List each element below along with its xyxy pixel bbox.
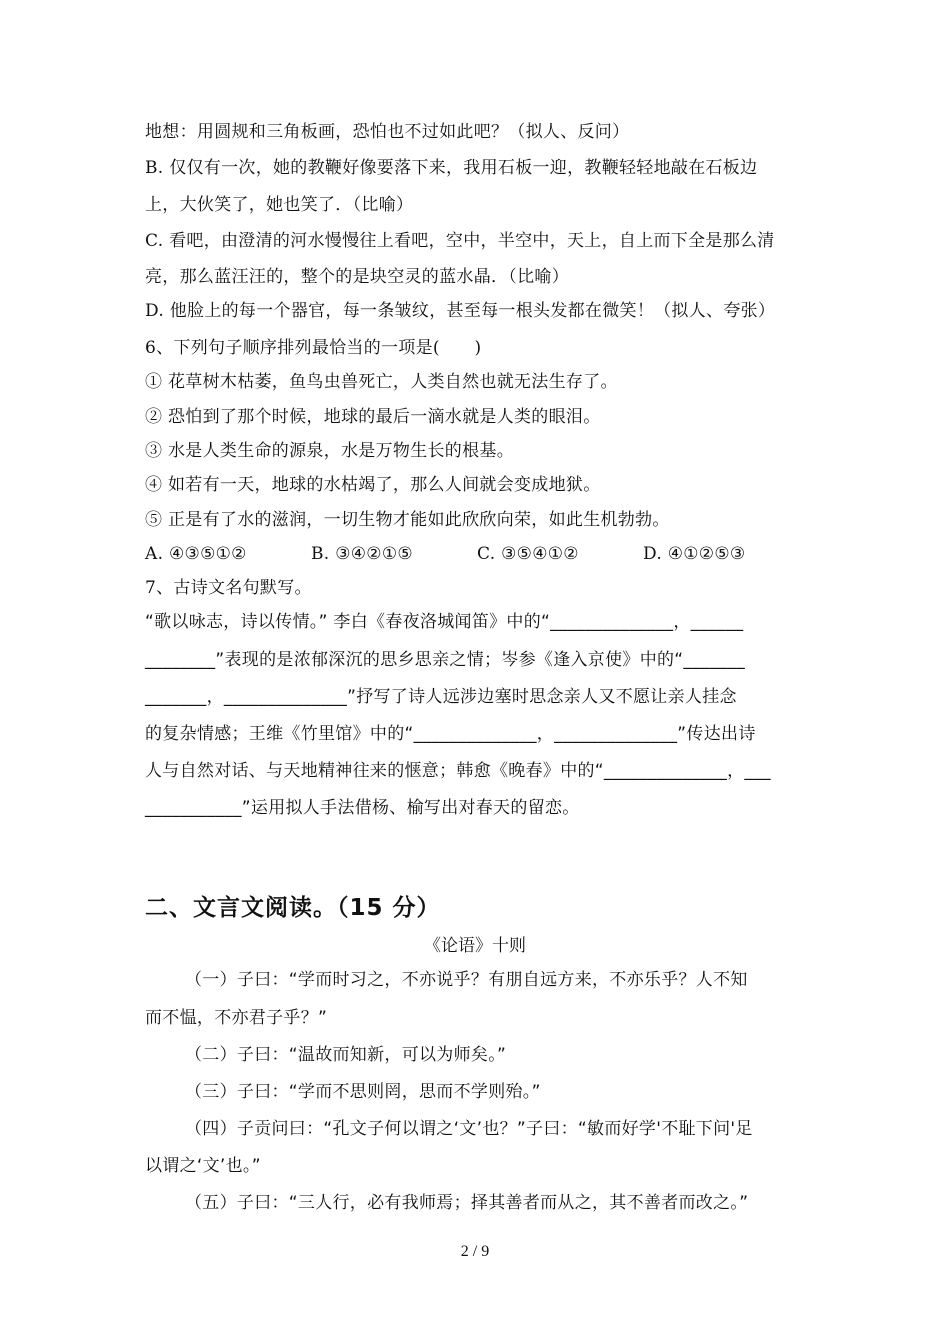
q5-option-b: B. 仅仅有一次，她的教鞭好像要落下来，我用石板一迎，教鞭轻轻地敲在石板边 <box>145 158 758 178</box>
q6-choice-b[interactable]: B. ③④②①⑤ <box>311 544 413 564</box>
q6-sentence-2: ② 恐怕到了那个时候，地球的最后一滴水就是人类的眼泪。 <box>145 407 601 427</box>
q6-choice-c[interactable]: C. ③⑤④①② <box>477 544 579 564</box>
q6-stem: 6、下列句子顺序排列最恰当的一项是( ) <box>145 338 482 358</box>
q7-line-1[interactable]: “歌以咏志，诗以传情。” 李白《春夜洛城闻笛》中的“______________，______ <box>145 612 744 632</box>
q5-option-c: C. 看吧，由澄清的河水慢慢往上看吧，空中，半空中，天上，自上而下全是那么清 <box>145 231 775 251</box>
passage-4-continued: 以谓之‘文’也。” <box>145 1156 261 1176</box>
q6-choice-a[interactable]: A. ④③⑤①② <box>145 544 247 564</box>
passage-3: （三）子曰：“学而不思则罔，思而不学则殆。” <box>185 1082 541 1102</box>
q7-line-5[interactable]: 人与自然对话、与天地精神往来的惬意；韩愈《晚春》中的“______________，___ <box>145 761 771 781</box>
q6-choices <box>145 542 810 566</box>
passage-5: （五）子曰：“三人行，必有我师焉；择其善者而从之，其不善者而改之。” <box>185 1193 749 1213</box>
q6-sentence-1: ① 花草树木枯萎，鱼鸟虫兽死亡，人类自然也就无法生存了。 <box>145 372 618 392</box>
passage-4: （四）子贡问曰：“孔文子何以谓之‘文’也？”子曰：“敏而好学'不耻下问'足 <box>185 1119 753 1139</box>
q7-line-6[interactable]: ___________”运用拟人手法借杨、榆写出对春天的留恋。 <box>145 798 580 818</box>
q5-option-d: D. 他脸上的每一个器官，每一条皱纹，甚至每一根头发都在微笑！（拟人、夸张） <box>145 301 776 321</box>
q5-option-a-continued: 地想：用圆规和三角板画，恐怕也不过如此吧？（拟人、反问） <box>145 122 630 142</box>
section-heading: 二、文言文阅读。（15 分） <box>145 895 441 921</box>
page-number: 2 / 9 <box>460 1243 490 1260</box>
passage-title: 《论语》十则 <box>424 936 526 956</box>
passage-1: （一）子曰：“学而时习之，不亦说乎？有朋自远方来，不亦乐乎？人不知 <box>185 970 748 990</box>
q6-choice-d[interactable]: D. ④①②⑤③ <box>643 544 746 564</box>
passage-2: （二）子曰：“温故而知新，可以为师矣。” <box>185 1045 507 1065</box>
q6-sentence-3: ③ 水是人类生命的源泉，水是万物生长的根基。 <box>145 441 515 461</box>
q5-option-c-continued: 亮，那么蓝汪汪的，整个的是块空灵的蓝水晶．（比喻） <box>145 267 569 287</box>
q7-stem: 7、古诗文名句默写。 <box>145 578 312 598</box>
passage-1-continued: 而不愠，不亦君子乎？” <box>145 1008 328 1028</box>
q6-sentence-4: ④ 如若有一天，地球的水枯竭了，那么人间就会变成地狱。 <box>145 475 601 495</box>
q7-line-2[interactable]: ________”表现的是浓郁深沉的思乡思亲之情；岑参《逢入京使》中的“_______ <box>145 650 746 670</box>
q7-line-4[interactable]: 的复杂情感；王维《竹里馆》中的“______________，______________”传达出诗 <box>145 724 756 744</box>
q7-line-3[interactable]: _______，______________”抒写了诗人远涉边塞时思念亲人又不愿让亲人挂念 <box>145 687 737 707</box>
q5-option-b-continued: 上，大伙笑了，她也笑了．（比喻） <box>145 195 414 215</box>
q6-sentence-5: ⑤ 正是有了水的滋润，一切生物才能如此欣欣向荣，如此生机勃勃。 <box>145 510 670 530</box>
